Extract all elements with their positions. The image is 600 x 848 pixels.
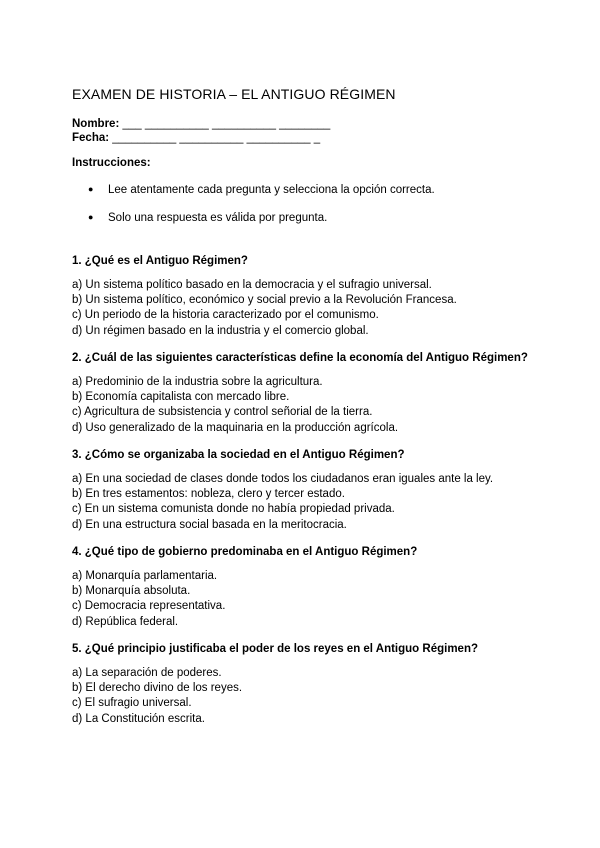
option-c: c) Agricultura de subsistencia y control señorial de la tierra. [72,406,373,419]
question-text: 4. ¿Qué tipo de gobierno predominaba en el Antiguo Régimen? [72,546,418,558]
instruction-text: Solo una respuesta es válida por pregunta. [108,212,328,224]
name-field [72,118,330,130]
option-a: a) Predominio de la industria sobre la agricultura. [72,376,323,388]
option-c: c) Un periodo de la historia caracterizado por el comunismo. [72,309,379,322]
option-c: c) El sufragio universal. [72,697,192,710]
question-text: 3. ¿Cómo se organizaba la sociedad en el Antiguo Régimen? [72,449,405,461]
instructions-title: Instrucciones: [72,157,151,169]
option-a: a) Un sistema político basado en la democracia y el sufragio universal. [72,279,432,291]
exam-title: EXAMEN DE HISTORIA – EL ANTIGUO RÉGIMEN [72,86,396,102]
option-d: d) La Constitución escrita. [72,712,205,725]
option-b: b) Monarquía absoluta. [72,585,191,598]
date-field [72,132,320,144]
option-b: b) En tres estamentos: nobleza, clero y tercer estado. [72,488,345,501]
question-text: 1. ¿Qué es el Antiguo Régimen? [72,255,248,267]
option-c: c) Democracia representativa. [72,600,226,613]
option-d: d) Un régimen basado en la industria y el comercio global. [72,324,369,337]
question-5 [72,643,552,727]
question-text: 5. ¿Qué principio justificaba el poder de los reyes en el Antiguo Régimen? [72,643,478,655]
option-d: d) Uso generalizado de la maquinaria en la producción agrícola. [72,421,399,434]
question-1 [72,255,552,339]
option-a: a) En una sociedad de clases donde todos los ciudadanos eran iguales ante la ley. [72,473,494,485]
question-3 [72,449,552,533]
question-2 [72,352,552,436]
bullet-icon: ● [88,212,94,222]
option-d: d) República federal. [72,615,179,628]
bullet-icon: ● [88,184,94,194]
name-label: Nombre: [72,118,120,130]
option-c: c) En un sistema comunista donde no había propiedad privada. [72,503,395,516]
question-text: 2. ¿Cuál de las siguientes características define la economía del Antiguo Régimen? [72,352,528,364]
option-b: b) El derecho divino de los reyes. [72,682,243,695]
date-label: Fecha: [72,132,110,144]
option-b: b) Un sistema político, económico y social previo a la Revolución Francesa. [72,294,457,307]
option-b: b) Economía capitalista con mercado libre. [72,391,290,404]
option-a: a) La separación de poderes. [72,667,222,679]
instruction-item [88,212,327,224]
instruction-item [88,184,435,196]
instruction-text: Lee atentamente cada pregunta y selecciona la opción correcta. [108,184,435,196]
option-a: a) Monarquía parlamentaria. [72,570,218,582]
option-d: d) En una estructura social basada en la meritocracia. [72,518,347,531]
date-blank: __________ __________ __________ _ [109,132,321,144]
name-blank: ___ __________ __________ ________ [119,118,331,130]
question-4 [72,546,552,630]
